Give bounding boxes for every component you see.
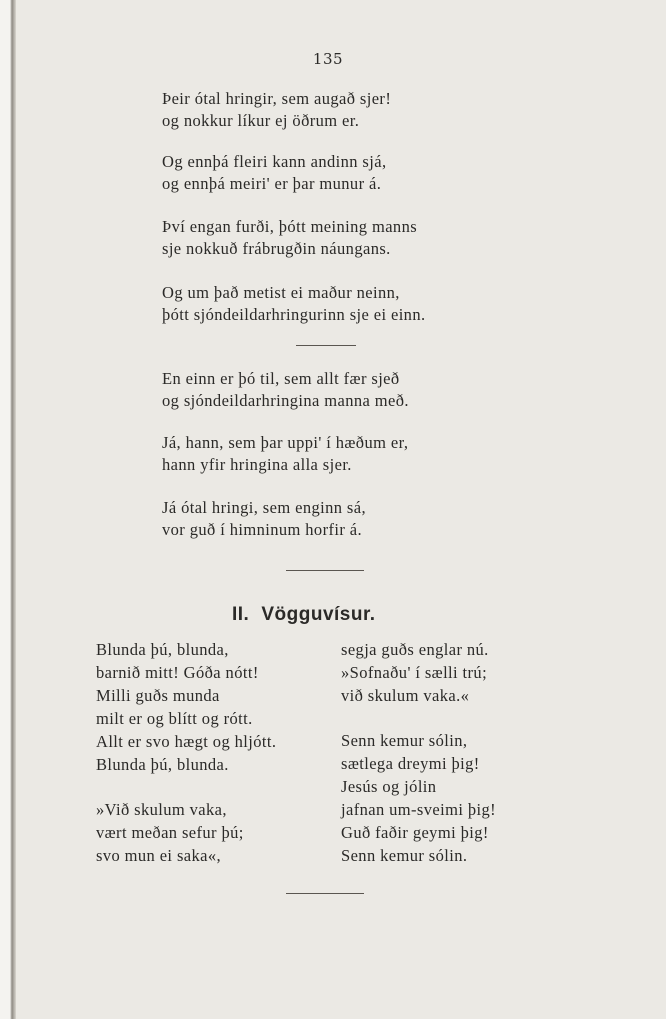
verse-line: »Við skulum vaka, (96, 800, 227, 819)
verse-line: »Sofnaðu' í sælli trú; (341, 663, 488, 682)
verse-line: En einn er þó til, sem allt fær sjeð (162, 369, 400, 388)
verse-line: svo mun ei saka«, (96, 846, 222, 865)
divider-rule (296, 345, 356, 346)
verse-line: milt er og blítt og rótt. (96, 709, 253, 728)
verse-line: Milli guðs munda (96, 686, 220, 705)
right-stanza-2 (341, 729, 496, 867)
verse-line: Allt er svo hægt og hljótt. (96, 732, 277, 751)
stanza-7 (162, 497, 366, 541)
verse-line: jafnan um-sveimi þig! (341, 800, 497, 819)
verse-line: þótt sjóndeildarhringurinn sje ei einn. (162, 305, 426, 324)
verse-line: vor guð í himninum horfir á. (162, 520, 363, 539)
verse-line: hann yfir hringina alla sjer. (162, 455, 352, 474)
stanza-2 (162, 151, 387, 195)
verse-line: við skulum vaka.« (341, 686, 470, 705)
verse-line: Senn kemur sólin. (341, 846, 468, 865)
right-column (341, 638, 496, 867)
left-column (96, 638, 276, 867)
page-number: 135 (312, 50, 344, 68)
verse-line: Guð faðir geymi þig! (341, 823, 489, 842)
right-stanza-1 (341, 638, 496, 707)
verse-line: Jesús og jólin (341, 777, 437, 796)
verse-line: Senn kemur sólin, (341, 731, 468, 750)
section-title: Vögguvísur. (261, 604, 376, 625)
verse-line: og nokkur líkur ej öðrum er. (162, 111, 360, 130)
stanza-5 (162, 368, 409, 412)
verse-line: Og um það metist ei maður neinn, (162, 283, 400, 302)
verse-line: Já ótal hringi, sem enginn sá, (162, 498, 367, 517)
stanza-6 (162, 432, 408, 476)
verse-line: sætlega dreymi þig! (341, 754, 480, 773)
verse-line: og ennþá meiri' er þar munur á. (162, 174, 382, 193)
verse-line: og sjóndeildarhringina manna með. (162, 391, 409, 410)
verse-line: Blunda þú, blunda, (96, 640, 229, 659)
verse-line: Því engan furði, þótt meining manns (162, 217, 418, 236)
section-heading (232, 604, 376, 626)
verse-line: sje nokkuð frábrugðin náungans. (162, 239, 391, 258)
verse-line: vært meðan sefur þú; (96, 823, 244, 842)
verse-line: Þeir ótal hringir, sem augað sjer! (162, 89, 392, 108)
verse-line: Og ennþá fleiri kann andinn sjá, (162, 152, 387, 171)
left-stanza-1 (96, 638, 276, 776)
section-number: II. (232, 604, 250, 625)
verse-line: segja guðs englar nú. (341, 640, 489, 659)
verse-line: barnið mitt! Góða nótt! (96, 663, 259, 682)
divider-rule (286, 893, 364, 894)
divider-rule (286, 570, 364, 571)
left-stanza-2 (96, 798, 276, 867)
stanza-1 (162, 88, 391, 132)
page-spine-edge (0, 0, 16, 1019)
verse-line: Já, hann, sem þar uppi' í hæðum er, (162, 433, 409, 452)
stanza-4 (162, 282, 426, 326)
stanza-3 (162, 216, 417, 260)
verse-line: Blunda þú, blunda. (96, 755, 229, 774)
